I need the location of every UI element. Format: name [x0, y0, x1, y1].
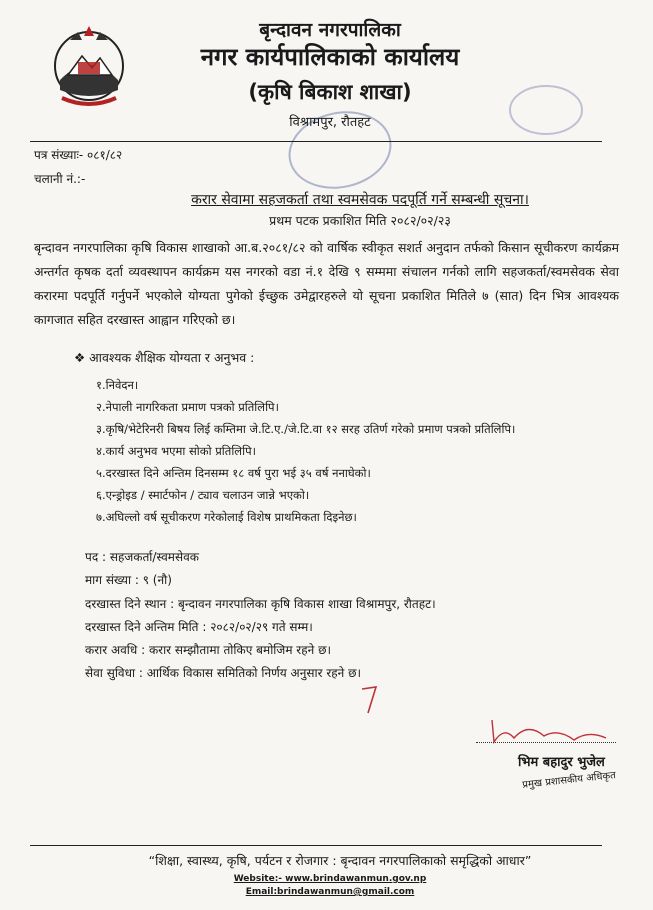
list-item: ३.कृषि/भेटेरिनरी बिषय लिई कम्तिमा जे.टि.ए./जे.टि.वा १२ सरह उतिर्ण गरेको प्रमाण पत्रको प्रतिलिपि।: [96, 422, 516, 436]
signatory-name: भिम बहादुर भुजेल: [518, 755, 605, 770]
signature-scribble: [484, 712, 614, 752]
signature-line: [476, 742, 616, 743]
letter-number: पत्र संख्याः- ०८१/८२: [34, 148, 123, 162]
list-item: ५.दरखास्त दिने अन्तिम दिनसम्म १८ वर्ष पुरा भई ३५ वर्ष ननाघेको।: [96, 466, 371, 480]
demand-detail: माग संख्या : ९ (नौ): [85, 573, 172, 587]
header-divider: [30, 141, 602, 142]
facility-detail: सेवा सुविधा : आर्थिक विकास समितिको निर्णय अनुसार रहने छ।: [85, 666, 362, 680]
office-location: विश्रामपुर, रौतहट: [289, 115, 371, 130]
list-item: ४.कार्य अनुभव भएमा सोको प्रतिलिपि।: [96, 444, 256, 458]
list-item: ६.एन्ड्रोइड / स्मार्टफोन / ट्याव चलाउन जान्ने भएको।: [96, 488, 310, 502]
notice-title: करार सेवामा सहजकर्ता तथा स्वमसेवक पदपूर्ति गर्ने सम्बन्धी सूचना।: [191, 192, 529, 208]
deadline-detail: दरखास्त दिने अन्तिम मिति : २०८२/०२/२९ गते सम्म।: [85, 620, 313, 634]
branch-name: (कृषि बिकाश शाखा): [248, 80, 412, 104]
handwritten-mark: [360, 685, 380, 715]
faded-stamp: [506, 80, 586, 140]
list-item: १.निवेदन।: [96, 378, 139, 392]
municipality-name: बृन्दावन नगरपालिका: [259, 19, 401, 41]
footer-email: Email:brindawanmun@gmail.com: [245, 887, 415, 897]
footer-divider: [30, 845, 602, 846]
contract-detail: करार अवधि : करार सम्झौतामा तोकिए बमोजिम रहने छ।: [85, 643, 332, 657]
publish-date: प्रथम पटक प्रकाशित मिति २०८२/०२/२३: [269, 213, 451, 228]
place-detail: दरखास्त दिने स्थान : बृन्दावन नगरपालिका कृषि विकास शाखा विश्रामपुर, रौतहट।: [85, 597, 436, 611]
faded-stamp-mark: [506, 80, 586, 140]
nepal-emblem-icon: [48, 20, 130, 108]
list-item: ७.अघिल्लो वर्ष सूचीकरण गरेकोलाई विशेष प्राथमिकता दिइनेछ।: [96, 510, 357, 524]
office-name: नगर कार्यपालिकाको कार्यालय: [200, 43, 460, 71]
requirements-heading: ❖ आवश्यक शैक्षिक योग्यता र अनुभव :: [74, 350, 255, 365]
footer-website: Website:- www.brindawanmun.gov.np: [233, 874, 427, 884]
list-item: २.नेपाली नागरिकता प्रमाण पत्रको प्रतिलिपि।: [96, 400, 279, 414]
notice-body: बृन्दावन नगरपालिका कृषि विकास शाखाको आ.ब.२०८१/८२ को वार्षिक स्वीकृत सशर्त अनुदान तर्फको किसान सूचीकरण कार्यक्रम अन्तर्गत कृषक दर्ता व्यवस्थापन कार्यक्रम यस नगरको वडा नं.१ देखि ९ सम्ममा संचालन गर्नको लागि सहजकर्ता/स्वमसेवक सेवा करारमा पदपूर्ति गर्नुपर्ने भएकोले योग्यता पुगेको ईच्छुक उमेद्वारहरुले यो सूचना प्रकाशित मितिले ७ (सात) दिन भित्र आवश्यक कागजात सहित दरखास्त आह्वान गरिएको छ।: [34, 240, 619, 327]
dispatch-number: चलानी नं.:-: [34, 172, 86, 186]
requirements-list: [96, 374, 616, 528]
signatory-title: प्रमुख प्रशासकीय अधिकृत: [521, 770, 617, 791]
footer-motto: “शिक्षा, स्वास्थ्य, कृषि, पर्यटन र रोजगार : बृन्दावन नगरपालिकाको समृद्धिको आधार”: [148, 853, 532, 868]
post-detail: पद : सहजकर्ता/स्वमसेवक: [85, 550, 199, 564]
